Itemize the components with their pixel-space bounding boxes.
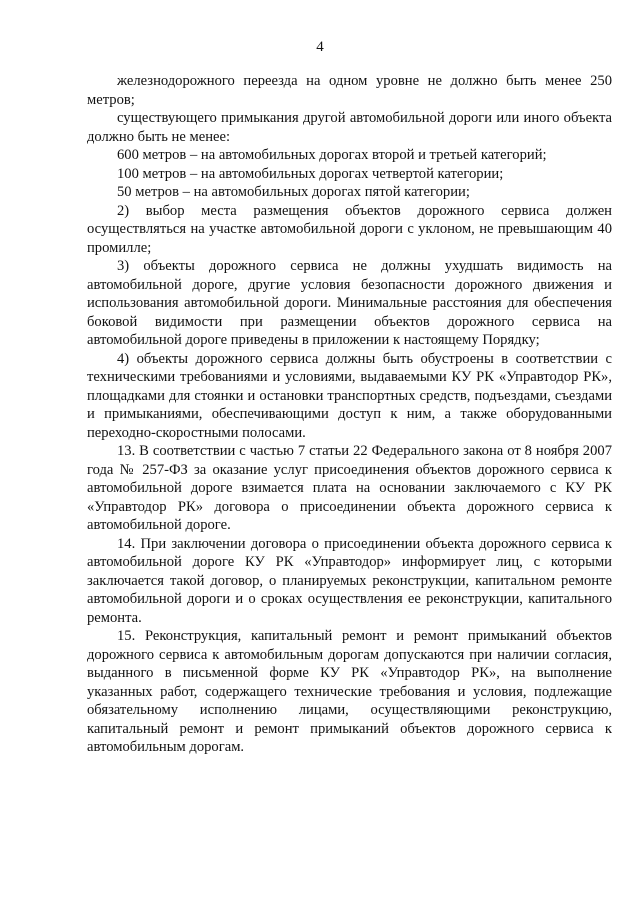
paragraph-100-meters: 100 метров – на автомобильных дорогах четвертой категории;: [117, 165, 504, 182]
document-body: [87, 72, 612, 757]
paragraph-section-13: 13. В соответствии с частью 7 статьи 22 Федерального закона от 8 ноября 2007 года № 257-ФЗ за оказание услуг присоединения объектов дорожного сервиса к автомобильной дороге взимается плата на основании заключаемого с КУ РК «Управтодор РК» договора о присоединении объекта дорожного сервиса к автомобильной дороге.: [87, 443, 612, 533]
paragraph-item-3: 3) объекты дорожного сервиса не должны ухудшать видимость на автомобильной дороге, другие условия безопасности дорожного движения и использования автомобильной дороги. Минимальные расстояния для обеспечения боковой видимости при размещении объектов дорожного сервиса на автомобильной дороге приведены в приложении к настоящему Порядку;: [87, 258, 612, 348]
page-number: 4: [316, 39, 324, 55]
paragraph-item-2: 2) выбор места размещения объектов дорожного сервиса должен осуществляться на участке автомобильной дороги с уклоном, не превышающим 40 промилле;: [87, 202, 612, 256]
paragraph-section-14: 14. При заключении договора о присоединении объекта дорожного сервиса к автомобильной дороге КУ РК «Управтодор» информирует лиц, с которыми заключается такой договор, о планируемых реконструкции, капитальном ремонте автомобильной дороги и о сроках осуществления ее реконструкции, капитального ремонта.: [87, 535, 612, 626]
paragraph-item-4: 4) объекты дорожного сервиса должны быть обустроены в соответствии с техническими требованиями и условиями, выдаваемыми КУ РК «Управтодор РК», площадками для стоянки и остановки транспортных средств, подъездами, съездами и примыканиями, обеспечивающими доступ к ним, а также оборудованными переходно-скоростными полосами.: [87, 350, 612, 441]
paragraph-railway-crossing: железнодорожного переезда на одном уровне не должно быть менее 250 метров;: [87, 73, 612, 108]
paragraph-existing-junction: существующего примыкания другой автомобильной дороги или иного объекта должно быть не менее:: [87, 110, 612, 145]
paragraph-600-meters: 600 метров – на автомобильных дорогах второй и третьей категорий;: [117, 147, 547, 163]
paragraph-section-15: 15. Реконструкция, капитальный ремонт и ремонт примыканий объектов дорожного сервиса к автомобильным дорогам допускаются при наличии согласия, выданного в письменной форме КУ РК «Управтодор РК», на выполнение указанных работ, содержащего технические требования и условия, подлежащие обязательному исполнению лицами, осуществляющими реконструкцию, капитальный ремонт и ремонт примыканий объектов дорожного сервиса к автомобильным дорогам.: [87, 628, 612, 755]
paragraph-50-meters: 50 метров – на автомобильных дорогах пятой категории;: [117, 184, 470, 200]
